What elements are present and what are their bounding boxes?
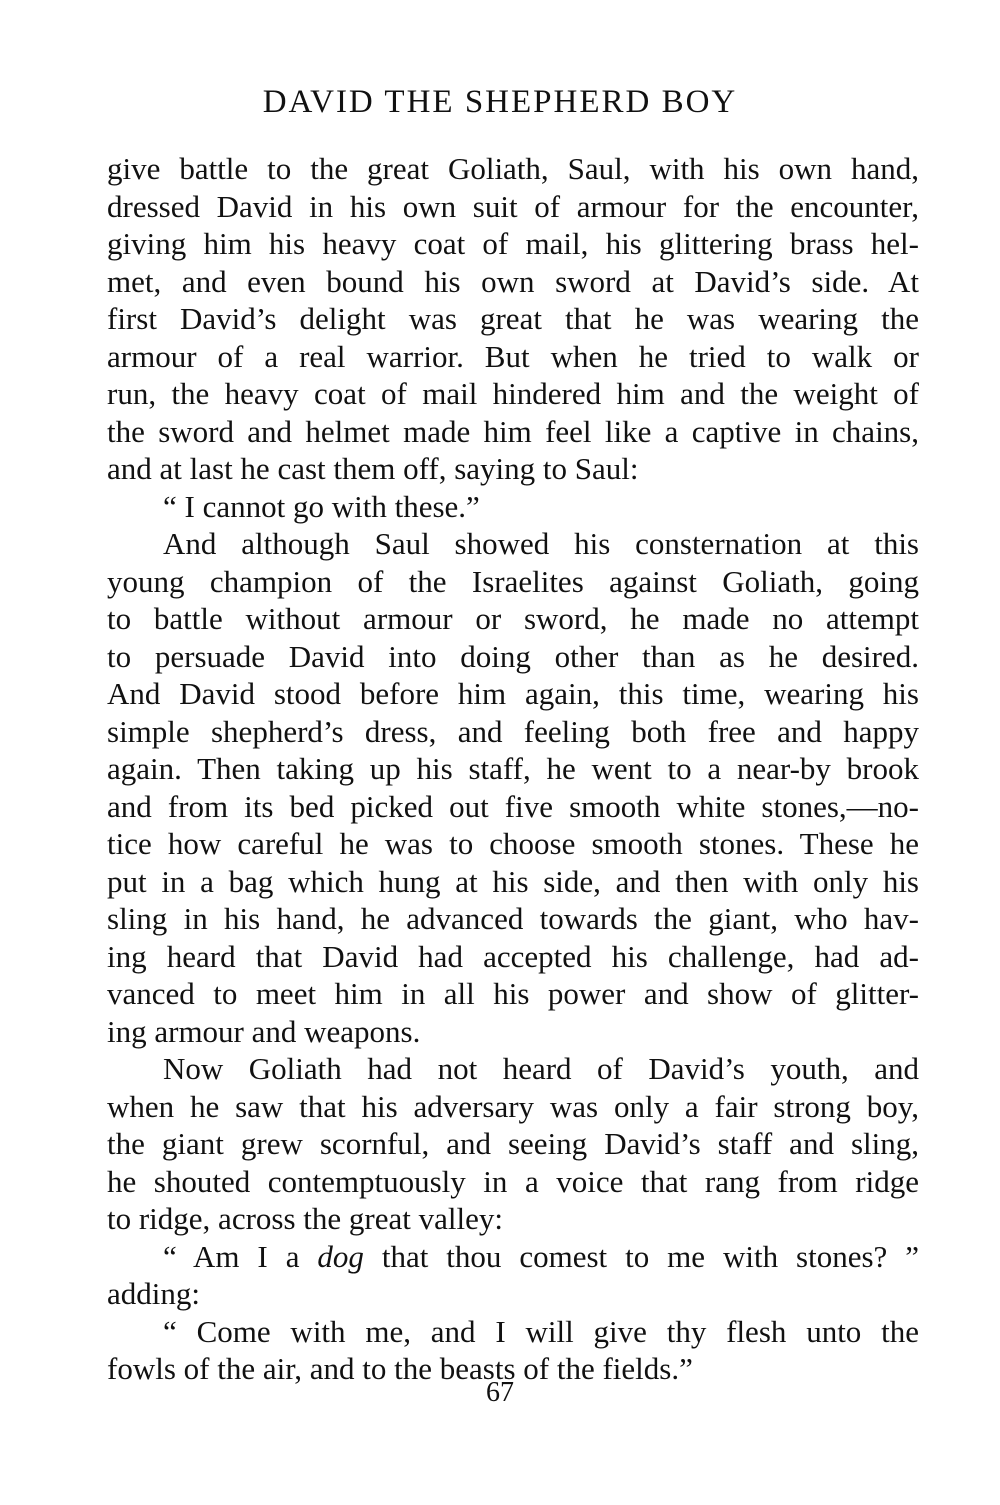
text-line: give battle to the great Goliath, Saul, with his own hand, (107, 151, 919, 186)
text-line: ing heard that David had accepted his challenge, had ad- (107, 938, 919, 974)
text-line: giving him his heavy coat of mail, his glittering brass hel- (107, 226, 919, 261)
text-line: to persuade David into doing other than as he desired. (107, 638, 919, 674)
text-line: put in a bag which hung at his side, and then with only his (107, 863, 919, 899)
paragraph-4 (107, 1050, 919, 1238)
text-line: tice how careful he was to choose smooth stones. These he (107, 826, 919, 861)
quote-end: that thou comest to me with stones? ” (363, 1238, 919, 1274)
text-line: ing armour and weapons. (107, 1013, 421, 1049)
text-line: Now Goliath had not heard of David’s youth, and (163, 1051, 919, 1086)
paragraph-5 (107, 1238, 919, 1313)
body-text (107, 150, 919, 1388)
text-line: he shouted contemptuously in a voice that rang from ridge (107, 1163, 919, 1199)
text-line: “ I cannot go with these.” (163, 488, 480, 524)
running-head: DAVID THE SHEPHERD BOY (262, 84, 738, 120)
text-line: run, the heavy coat of mail hindered him and the weight of (107, 376, 919, 411)
text-line (107, 1238, 919, 1276)
text-line: the sword and helmet made him feel like a captive in chains, (107, 413, 919, 449)
quote-start: “ Am I a (163, 1238, 318, 1274)
paragraph-2 (107, 488, 919, 526)
text-line: the giant grew scornful, and seeing David’s staff and sling, (107, 1126, 919, 1161)
text-line: And David stood before him again, this time, wearing his (107, 676, 919, 711)
paragraph-1 (107, 150, 919, 488)
text-line: again. Then taking up his staff, he went to a near-by brook (107, 751, 919, 786)
text-line: sling in his hand, he advanced towards the giant, who hav- (107, 901, 919, 936)
italic-word: dog (317, 1238, 364, 1274)
text-line: “ Come with me, and I will give thy flesh unto the (163, 1313, 919, 1349)
text-line: and at last he cast them off, saying to Saul: (107, 451, 639, 486)
text-line: and from its bed picked out five smooth white stones,—no- (107, 788, 919, 824)
text-line: armour of a real warrior. But when he tried to walk or (107, 338, 919, 374)
text-line: to ridge, across the great valley: (107, 1201, 503, 1236)
text-line: vanced to meet him in all his power and show of glitter- (107, 976, 919, 1011)
text-line: fowls of the air, and to the beasts of the fields.” (107, 1351, 693, 1386)
text-line: And although Saul showed his consternation at this (163, 526, 919, 561)
text-line: simple shepherd’s dress, and feeling both free and happy (107, 713, 919, 749)
text-line: adding: (107, 1276, 200, 1311)
text-line: young champion of the Israelites against Goliath, going (107, 563, 919, 599)
text-line: when he saw that his adversary was only a fair strong boy, (107, 1088, 919, 1124)
text-line: to battle without armour or sword, he made no attempt (107, 601, 919, 636)
page-number: 67 (486, 1377, 514, 1408)
text-line: met, and even bound his own sword at David’s side. At (107, 263, 919, 299)
text-line: first David’s delight was great that he was wearing the (107, 301, 919, 336)
text-line: dressed David in his own suit of armour for the encounter, (107, 188, 919, 224)
paragraph-3 (107, 525, 919, 1050)
